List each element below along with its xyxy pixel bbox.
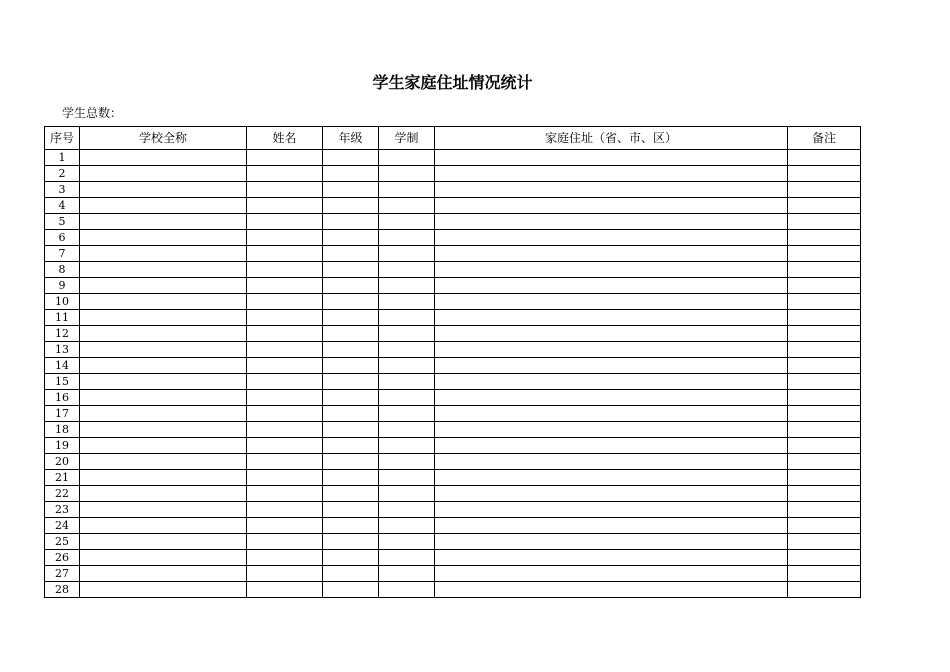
cell-student-name[interactable] bbox=[247, 198, 323, 214]
cell-student-name[interactable] bbox=[247, 550, 323, 566]
cell-school-name[interactable] bbox=[80, 246, 247, 262]
cell-student-name[interactable] bbox=[247, 486, 323, 502]
cell-school-name[interactable] bbox=[80, 422, 247, 438]
cell-student-name[interactable] bbox=[247, 390, 323, 406]
cell-school-name[interactable] bbox=[80, 182, 247, 198]
row-index: 17 bbox=[45, 406, 80, 422]
cell-student-name[interactable] bbox=[247, 230, 323, 246]
table-row bbox=[45, 294, 861, 310]
cell-home-address[interactable] bbox=[435, 198, 788, 214]
cell-school-name[interactable] bbox=[80, 262, 247, 278]
cell-home-address[interactable] bbox=[435, 422, 788, 438]
cell-remarks[interactable] bbox=[788, 550, 861, 566]
table-row bbox=[45, 166, 861, 182]
table-row bbox=[45, 406, 861, 422]
cell-remarks[interactable] bbox=[788, 246, 861, 262]
cell-remarks[interactable] bbox=[788, 422, 861, 438]
cell-school-system[interactable] bbox=[379, 390, 435, 406]
cell-home-address[interactable] bbox=[435, 214, 788, 230]
cell-home-address[interactable] bbox=[435, 550, 788, 566]
table-row bbox=[45, 454, 861, 470]
cell-student-name[interactable] bbox=[247, 534, 323, 550]
cell-grade[interactable] bbox=[323, 150, 379, 166]
cell-student-name[interactable] bbox=[247, 374, 323, 390]
cell-remarks[interactable] bbox=[788, 198, 861, 214]
table-row bbox=[45, 326, 861, 342]
cell-school-system[interactable] bbox=[379, 438, 435, 454]
cell-remarks[interactable] bbox=[788, 326, 861, 342]
row-index: 11 bbox=[45, 310, 80, 326]
cell-grade[interactable] bbox=[323, 406, 379, 422]
table-row bbox=[45, 278, 861, 294]
cell-student-name[interactable] bbox=[247, 214, 323, 230]
cell-home-address[interactable] bbox=[435, 582, 788, 598]
cell-student-name[interactable] bbox=[247, 454, 323, 470]
header-grade: 年级 bbox=[323, 127, 379, 150]
row-index: 4 bbox=[45, 198, 80, 214]
cell-remarks[interactable] bbox=[788, 406, 861, 422]
table-row bbox=[45, 358, 861, 374]
cell-student-name[interactable] bbox=[247, 150, 323, 166]
cell-grade[interactable] bbox=[323, 470, 379, 486]
cell-student-name[interactable] bbox=[247, 326, 323, 342]
cell-school-name[interactable] bbox=[80, 582, 247, 598]
cell-grade[interactable] bbox=[323, 214, 379, 230]
cell-school-name[interactable] bbox=[80, 198, 247, 214]
cell-school-name[interactable] bbox=[80, 166, 247, 182]
table-row bbox=[45, 550, 861, 566]
cell-school-system[interactable] bbox=[379, 198, 435, 214]
cell-grade[interactable] bbox=[323, 422, 379, 438]
cell-student-name[interactable] bbox=[247, 278, 323, 294]
row-index: 14 bbox=[45, 358, 80, 374]
cell-school-name[interactable] bbox=[80, 214, 247, 230]
cell-remarks[interactable] bbox=[788, 582, 861, 598]
table-row bbox=[45, 374, 861, 390]
cell-school-name[interactable] bbox=[80, 310, 247, 326]
student-address-table bbox=[44, 126, 861, 598]
cell-student-name[interactable] bbox=[247, 582, 323, 598]
cell-school-system[interactable] bbox=[379, 374, 435, 390]
cell-remarks[interactable] bbox=[788, 310, 861, 326]
cell-home-address[interactable] bbox=[435, 278, 788, 294]
cell-school-system[interactable] bbox=[379, 246, 435, 262]
cell-school-system[interactable] bbox=[379, 422, 435, 438]
cell-grade[interactable] bbox=[323, 502, 379, 518]
cell-home-address[interactable] bbox=[435, 150, 788, 166]
cell-student-name[interactable] bbox=[247, 310, 323, 326]
row-index: 20 bbox=[45, 454, 80, 470]
header-student-name: 姓名 bbox=[247, 127, 323, 150]
table-row bbox=[45, 390, 861, 406]
cell-school-name[interactable] bbox=[80, 550, 247, 566]
cell-student-name[interactable] bbox=[247, 502, 323, 518]
cell-grade[interactable] bbox=[323, 278, 379, 294]
cell-school-system[interactable] bbox=[379, 342, 435, 358]
cell-grade[interactable] bbox=[323, 310, 379, 326]
header-index: 序号 bbox=[45, 127, 80, 150]
row-index: 26 bbox=[45, 550, 80, 566]
cell-grade[interactable] bbox=[323, 246, 379, 262]
cell-school-system[interactable] bbox=[379, 278, 435, 294]
cell-school-system[interactable] bbox=[379, 262, 435, 278]
row-index: 7 bbox=[45, 246, 80, 262]
cell-grade[interactable] bbox=[323, 582, 379, 598]
table-row bbox=[45, 534, 861, 550]
cell-grade[interactable] bbox=[323, 454, 379, 470]
cell-student-name[interactable] bbox=[247, 438, 323, 454]
row-index: 18 bbox=[45, 422, 80, 438]
cell-home-address[interactable] bbox=[435, 374, 788, 390]
cell-school-name[interactable] bbox=[80, 390, 247, 406]
cell-grade[interactable] bbox=[323, 374, 379, 390]
cell-student-name[interactable] bbox=[247, 262, 323, 278]
row-index: 5 bbox=[45, 214, 80, 230]
cell-school-name[interactable] bbox=[80, 566, 247, 582]
cell-school-system[interactable] bbox=[379, 454, 435, 470]
row-index: 9 bbox=[45, 278, 80, 294]
row-index: 12 bbox=[45, 326, 80, 342]
header-school-system: 学制 bbox=[379, 127, 435, 150]
header-home-address: 家庭住址（省、市、区） bbox=[435, 127, 788, 150]
cell-student-name[interactable] bbox=[247, 422, 323, 438]
table-row bbox=[45, 486, 861, 502]
cell-remarks[interactable] bbox=[788, 534, 861, 550]
cell-school-system[interactable] bbox=[379, 310, 435, 326]
cell-grade[interactable] bbox=[323, 166, 379, 182]
table-row bbox=[45, 198, 861, 214]
row-index: 2 bbox=[45, 166, 80, 182]
cell-remarks[interactable] bbox=[788, 278, 861, 294]
cell-remarks[interactable] bbox=[788, 230, 861, 246]
header-remarks: 备注 bbox=[788, 127, 861, 150]
cell-school-system[interactable] bbox=[379, 294, 435, 310]
table-row bbox=[45, 422, 861, 438]
cell-grade[interactable] bbox=[323, 342, 379, 358]
cell-student-name[interactable] bbox=[247, 518, 323, 534]
cell-remarks[interactable] bbox=[788, 502, 861, 518]
header-row bbox=[45, 127, 861, 150]
row-index: 19 bbox=[45, 438, 80, 454]
cell-school-system[interactable] bbox=[379, 518, 435, 534]
cell-grade[interactable] bbox=[323, 534, 379, 550]
row-index: 15 bbox=[45, 374, 80, 390]
cell-grade[interactable] bbox=[323, 390, 379, 406]
cell-school-name[interactable] bbox=[80, 358, 247, 374]
table-row bbox=[45, 502, 861, 518]
table-row bbox=[45, 214, 861, 230]
row-index: 6 bbox=[45, 230, 80, 246]
table-row bbox=[45, 470, 861, 486]
cell-remarks[interactable] bbox=[788, 470, 861, 486]
cell-school-system[interactable] bbox=[379, 166, 435, 182]
cell-student-name[interactable] bbox=[247, 342, 323, 358]
cell-home-address[interactable] bbox=[435, 470, 788, 486]
cell-remarks[interactable] bbox=[788, 358, 861, 374]
row-index: 1 bbox=[45, 150, 80, 166]
cell-school-name[interactable] bbox=[80, 294, 247, 310]
cell-student-name[interactable] bbox=[247, 182, 323, 198]
cell-school-system[interactable] bbox=[379, 470, 435, 486]
cell-school-system[interactable] bbox=[379, 502, 435, 518]
cell-school-name[interactable] bbox=[80, 230, 247, 246]
cell-school-name[interactable] bbox=[80, 486, 247, 502]
cell-grade[interactable] bbox=[323, 198, 379, 214]
table-row bbox=[45, 182, 861, 198]
table-row bbox=[45, 566, 861, 582]
cell-remarks[interactable] bbox=[788, 166, 861, 182]
row-index: 21 bbox=[45, 470, 80, 486]
cell-remarks[interactable] bbox=[788, 486, 861, 502]
cell-school-name[interactable] bbox=[80, 278, 247, 294]
cell-grade[interactable] bbox=[323, 182, 379, 198]
cell-school-name[interactable] bbox=[80, 150, 247, 166]
row-index: 28 bbox=[45, 582, 80, 598]
cell-home-address[interactable] bbox=[435, 406, 788, 422]
cell-home-address[interactable] bbox=[435, 502, 788, 518]
cell-remarks[interactable] bbox=[788, 390, 861, 406]
cell-home-address[interactable] bbox=[435, 230, 788, 246]
table-row bbox=[45, 518, 861, 534]
cell-grade[interactable] bbox=[323, 550, 379, 566]
cell-student-name[interactable] bbox=[247, 246, 323, 262]
cell-student-name[interactable] bbox=[247, 406, 323, 422]
cell-grade[interactable] bbox=[323, 486, 379, 502]
cell-student-name[interactable] bbox=[247, 358, 323, 374]
cell-student-name[interactable] bbox=[247, 294, 323, 310]
table-row bbox=[45, 246, 861, 262]
cell-remarks[interactable] bbox=[788, 518, 861, 534]
cell-school-name[interactable] bbox=[80, 374, 247, 390]
student-total-label: 学生总数： bbox=[62, 106, 123, 120]
cell-student-name[interactable] bbox=[247, 566, 323, 582]
cell-remarks[interactable] bbox=[788, 454, 861, 470]
cell-school-system[interactable] bbox=[379, 582, 435, 598]
cell-home-address[interactable] bbox=[435, 534, 788, 550]
cell-school-name[interactable] bbox=[80, 326, 247, 342]
cell-school-name[interactable] bbox=[80, 438, 247, 454]
table-row bbox=[45, 342, 861, 358]
cell-home-address[interactable] bbox=[435, 182, 788, 198]
cell-grade[interactable] bbox=[323, 518, 379, 534]
cell-school-system[interactable] bbox=[379, 550, 435, 566]
cell-home-address[interactable] bbox=[435, 390, 788, 406]
cell-home-address[interactable] bbox=[435, 438, 788, 454]
cell-school-system[interactable] bbox=[379, 534, 435, 550]
cell-grade[interactable] bbox=[323, 262, 379, 278]
cell-grade[interactable] bbox=[323, 294, 379, 310]
cell-home-address[interactable] bbox=[435, 518, 788, 534]
cell-school-name[interactable] bbox=[80, 470, 247, 486]
cell-grade[interactable] bbox=[323, 326, 379, 342]
row-index: 8 bbox=[45, 262, 80, 278]
page-title: 学生家庭住址情况统计 bbox=[372, 73, 533, 92]
cell-grade[interactable] bbox=[323, 230, 379, 246]
cell-remarks[interactable] bbox=[788, 374, 861, 390]
table-row bbox=[45, 310, 861, 326]
cell-remarks[interactable] bbox=[788, 150, 861, 166]
cell-home-address[interactable] bbox=[435, 454, 788, 470]
cell-home-address[interactable] bbox=[435, 342, 788, 358]
cell-school-system[interactable] bbox=[379, 150, 435, 166]
cell-remarks[interactable] bbox=[788, 342, 861, 358]
cell-school-name[interactable] bbox=[80, 502, 247, 518]
cell-school-system[interactable] bbox=[379, 182, 435, 198]
cell-student-name[interactable] bbox=[247, 470, 323, 486]
cell-home-address[interactable] bbox=[435, 262, 788, 278]
cell-school-system[interactable] bbox=[379, 230, 435, 246]
cell-school-system[interactable] bbox=[379, 326, 435, 342]
table-row bbox=[45, 262, 861, 278]
cell-grade[interactable] bbox=[323, 438, 379, 454]
cell-school-name[interactable] bbox=[80, 454, 247, 470]
header-school-name: 学校全称 bbox=[80, 127, 247, 150]
row-index: 27 bbox=[45, 566, 80, 582]
row-index: 25 bbox=[45, 534, 80, 550]
table-row bbox=[45, 230, 861, 246]
cell-school-system[interactable] bbox=[379, 566, 435, 582]
cell-home-address[interactable] bbox=[435, 566, 788, 582]
row-index: 24 bbox=[45, 518, 80, 534]
cell-remarks[interactable] bbox=[788, 566, 861, 582]
row-index: 10 bbox=[45, 294, 80, 310]
cell-remarks[interactable] bbox=[788, 262, 861, 278]
cell-home-address[interactable] bbox=[435, 246, 788, 262]
cell-school-system[interactable] bbox=[379, 214, 435, 230]
table-row bbox=[45, 150, 861, 166]
cell-school-system[interactable] bbox=[379, 486, 435, 502]
cell-school-system[interactable] bbox=[379, 406, 435, 422]
row-index: 13 bbox=[45, 342, 80, 358]
table-row bbox=[45, 438, 861, 454]
cell-remarks[interactable] bbox=[788, 294, 861, 310]
cell-home-address[interactable] bbox=[435, 294, 788, 310]
cell-school-name[interactable] bbox=[80, 518, 247, 534]
cell-remarks[interactable] bbox=[788, 182, 861, 198]
cell-home-address[interactable] bbox=[435, 358, 788, 374]
cell-grade[interactable] bbox=[323, 358, 379, 374]
cell-home-address[interactable] bbox=[435, 310, 788, 326]
cell-home-address[interactable] bbox=[435, 326, 788, 342]
cell-school-system[interactable] bbox=[379, 358, 435, 374]
cell-grade[interactable] bbox=[323, 566, 379, 582]
cell-school-name[interactable] bbox=[80, 342, 247, 358]
cell-school-name[interactable] bbox=[80, 534, 247, 550]
table-row bbox=[45, 582, 861, 598]
row-index: 22 bbox=[45, 486, 80, 502]
cell-school-name[interactable] bbox=[80, 406, 247, 422]
row-index: 3 bbox=[45, 182, 80, 198]
row-index: 16 bbox=[45, 390, 80, 406]
cell-remarks[interactable] bbox=[788, 438, 861, 454]
row-index: 23 bbox=[45, 502, 80, 518]
cell-home-address[interactable] bbox=[435, 486, 788, 502]
cell-remarks[interactable] bbox=[788, 214, 861, 230]
cell-student-name[interactable] bbox=[247, 166, 323, 182]
cell-home-address[interactable] bbox=[435, 166, 788, 182]
